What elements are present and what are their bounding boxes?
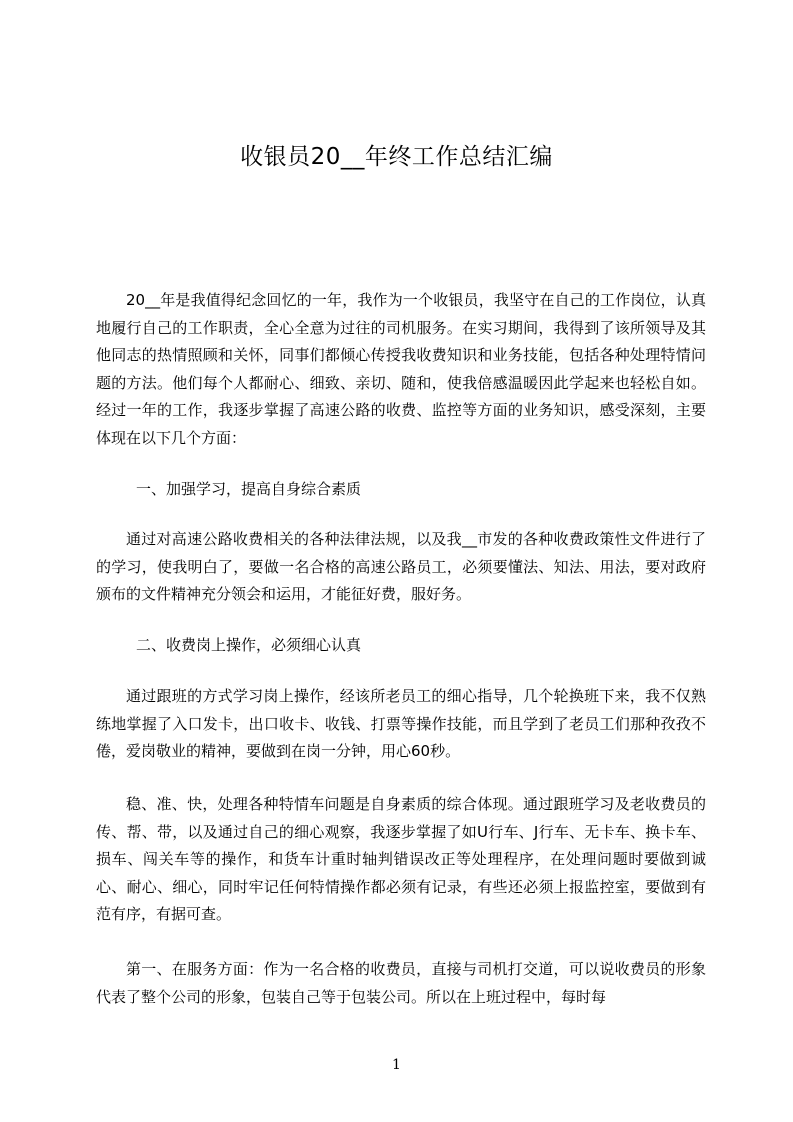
section-1-paragraph: 通过对高速公路收费相关的各种法律法规，以及我__市发的各种收费政策性文件进行了的学习，使我明白了，要做一名合格的高速公路员工，必须要懂法、知法、用法，要对政府颁布的文件精神充分领会和运用，才能征好费，服好务。 — [96, 530, 706, 604]
page-title: 收银员20__年终工作总结汇编 — [240, 144, 553, 170]
section-2-paragraph-3: 第一、在服务方面：作为一名合格的收费员，直接与司机打交道，可以说收费员的形象代表了整个公司的形象，包装自己等于包装公司。所以在上班过程中，每时每 — [96, 960, 706, 1006]
intro-paragraph: 20__年是我值得纪念回忆的一年，我作为一个收银员，我坚守在自己的工作岗位，认真地履行自己的工作职责，全心全意为过往的司机服务。在实习期间，我得到了该所领导及其他同志的热情照顾和关怀，同事们都倾心传授我收费知识和业务技能，包括各种处理特情问题的方法。他们每个人都耐心、细致、亲切、随和，使我倍感温暖因此学起来也轻松自如。经过一年的工作，我逐步掌握了高速公路的收费、监控等方面的业务知识，感受深刻，主要体现在以下几个方面： — [96, 291, 706, 447]
section-2-paragraph-2: 稳、准、快，处理各种特情车问题是自身素质的综合体现。通过跟班学习及老收费员的传、帮、带，以及通过自己的细心观察，我逐步掌握了如U行车、J行车、无卡车、换卡车、损车、闯关车等的操作，和货车计重时轴判错误改正等处理程序，在处理问题时要做到诚心、耐心、细心，同时牢记任何特情操作都必须有记录，有些还必须上报监控室，要做到有范有序，有据可查。 — [96, 795, 706, 924]
section-heading-1: 一、加强学习，提高自身综合素质 — [136, 480, 362, 498]
page-number: 1 — [392, 1057, 401, 1073]
section-2-paragraph-1: 通过跟班的方式学习岗上操作，经该所老员工的细心指导，几个轮换班下来，我不仅熟练地掌握了入口发卡，出口收卡、收钱、打票等操作技能，而且学到了老员工们那种孜孜不倦，爱岗敬业的精神，要做到在岗一分钟，用心60秒。 — [96, 687, 706, 761]
section-heading-2: 二、收费岗上操作，必须细心认真 — [136, 636, 362, 654]
